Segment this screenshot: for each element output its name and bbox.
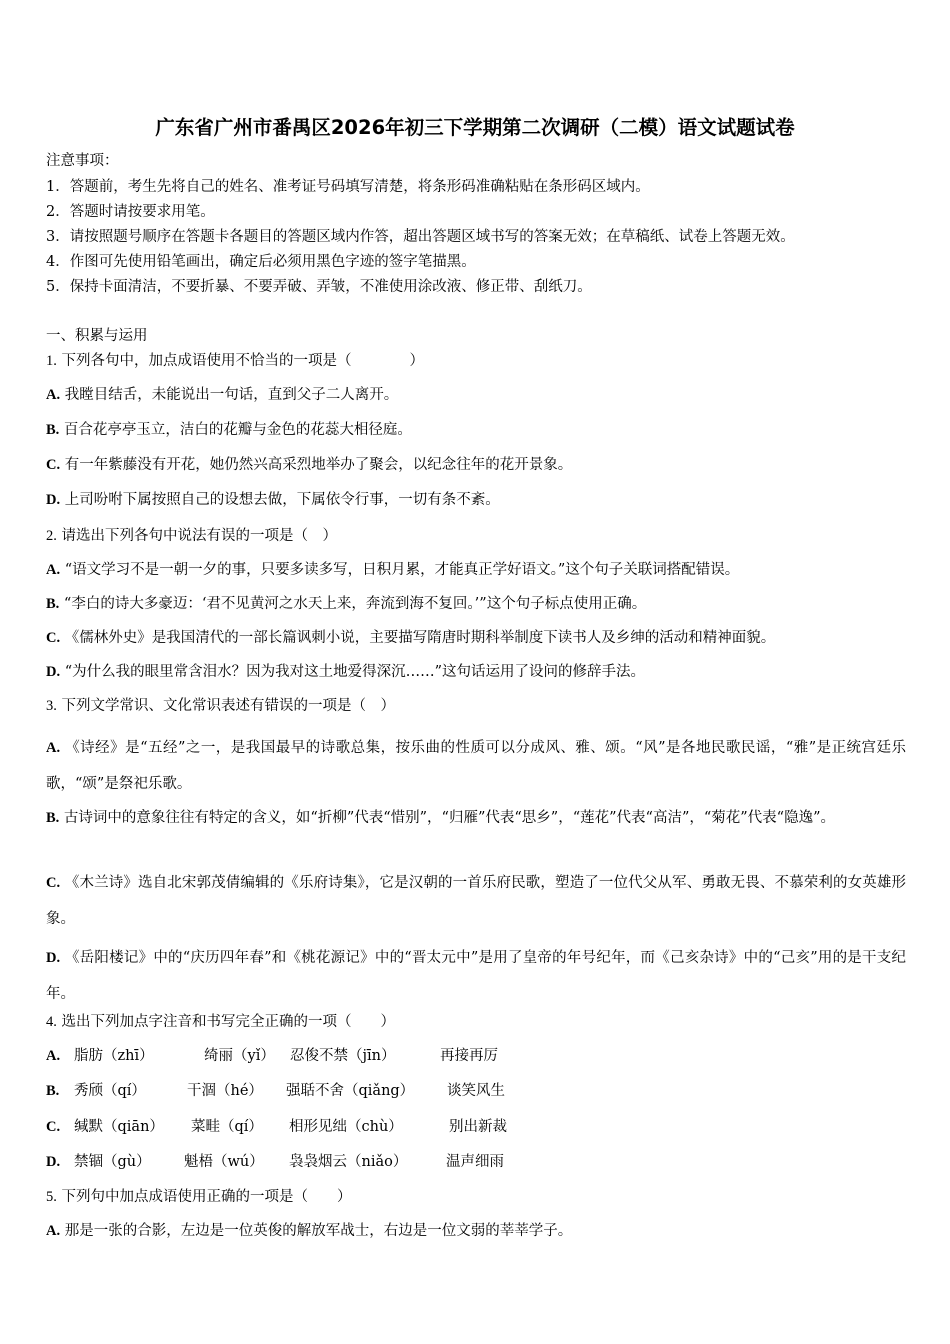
question-2-option-b xyxy=(46,594,646,614)
option-cell: 菜畦（qí） xyxy=(191,1119,263,1135)
option-cell: 强聒不舍（qiǎng） xyxy=(286,1083,415,1099)
question-3-option-d xyxy=(46,940,906,1012)
option-cell: 温声细雨 xyxy=(446,1154,504,1170)
question-4-option-d xyxy=(46,1152,504,1172)
option-label: B. xyxy=(46,422,60,438)
question-4-option-a xyxy=(46,1046,498,1066)
question-5-stem xyxy=(46,1187,351,1207)
option-text: 《儒林外史》是我国清代的一部长篇讽刺小说，主要描写隋唐时期科举制度下读书人及乡绅的活动和精神面貌。 xyxy=(64,630,776,646)
option-label: A. xyxy=(46,1223,61,1239)
page-title: 广东省广州市番禺区2026年初三下学期第二次调研（二模）语文试题试卷 xyxy=(155,116,795,139)
question-1-option-b xyxy=(46,420,412,440)
option-text: 《木兰诗》选自北宋郭茂倩编辑的《乐府诗集》，它是汉朝的一首乐府民歌，塑造了一位代父从军、勇敢无畏、不慕荣利的女英雄形象。 xyxy=(46,875,907,927)
option-text: 我瞠目结舌，未能说出一句话，直到父子二人离开。 xyxy=(64,387,399,403)
option-label: D. xyxy=(46,664,61,680)
option-label: C. xyxy=(46,875,61,891)
option-label: B. xyxy=(46,1083,60,1099)
question-text: 下列句中加点成语使用正确的一项是（ ） xyxy=(61,1189,352,1205)
question-3-option-b xyxy=(46,800,906,836)
question-number: 5. xyxy=(46,1189,57,1205)
option-text: 那是一张的合影，左边是一位英俊的解放军战士，右边是一位文弱的莘莘学子。 xyxy=(64,1223,573,1239)
question-text: 选出下列加点字注音和书写完全正确的一项（ ） xyxy=(61,1014,395,1030)
option-label: A. xyxy=(46,562,61,578)
option-cell: 谈笑风生 xyxy=(447,1083,505,1099)
option-text: 《岳阳楼记》中的“庆历四年春”和《桃花源记》中的“晋太元中”是用了皇帝的年号纪年，而《己亥杂诗》中的“己亥”用的是干支纪年。 xyxy=(46,950,906,1002)
option-label: B. xyxy=(46,810,60,826)
question-1-stem xyxy=(46,351,424,371)
notice-item: 1．答题前，考生先将自己的姓名、准考证号码填写清楚，将条形码准确粘贴在条形码区域内。 xyxy=(46,179,650,195)
option-label: C. xyxy=(46,630,61,646)
option-label: D. xyxy=(46,950,61,966)
option-cell: 秀颀（qí） xyxy=(74,1083,146,1099)
question-2-stem xyxy=(46,526,337,546)
option-text: 百合花亭亭玉立，洁白的花瓣与金色的花蕊大相径庭。 xyxy=(63,422,412,438)
question-text: 下列文学常识、文化常识表述有错误的一项是（ ） xyxy=(61,698,395,714)
question-4-option-b xyxy=(46,1081,505,1101)
notice-item: 2．答题时请按要求用笔。 xyxy=(46,204,215,220)
question-text: 下列各句中，加点成语使用不恰当的一项是（ ） xyxy=(61,353,424,369)
question-number: 2. xyxy=(46,528,57,544)
option-cell: 袅袅烟云（niǎo） xyxy=(289,1154,408,1170)
notice-item: 5．保持卡面清洁，不要折暴、不要弄破、弄皱，不准使用涂改液、修正带、刮纸刀。 xyxy=(46,279,592,295)
option-text: “语文学习不是一朝一夕的事，只要多读多写，日积月累，才能真正学好语文。”这个句子关联词搭配错误。 xyxy=(64,562,740,578)
question-3-stem xyxy=(46,696,395,716)
option-text: “李白的诗大多豪迈：‘君不见黄河之水天上来，奔流到海不复回。’”这个句子标点使用正确。 xyxy=(63,596,647,612)
question-number: 3. xyxy=(46,698,57,714)
option-cell: 脂肪（zhī） xyxy=(74,1048,154,1064)
question-number: 4. xyxy=(46,1014,57,1030)
option-cell: 再接再厉 xyxy=(440,1048,498,1064)
question-2-option-c xyxy=(46,628,775,648)
option-label: A. xyxy=(46,1048,61,1064)
notice-item: 4．作图可先使用铅笔画出，确定后必须用黑色字迹的签字笔描黑。 xyxy=(46,254,476,270)
section-heading: 一、积累与运用 xyxy=(46,328,148,344)
option-label: A. xyxy=(46,387,61,403)
question-1-option-a xyxy=(46,385,398,405)
question-4-option-c xyxy=(46,1117,507,1137)
option-cell: 相形见绌（chù） xyxy=(289,1119,403,1135)
option-cell: 缄默（qiān） xyxy=(74,1119,164,1135)
notice-item: 3．请按照题号顺序在答题卡各题目的答题区域内作答，超出答题区域书写的答案无效；在草稿纸、试卷上答题无效。 xyxy=(46,229,795,245)
question-5-option-a xyxy=(46,1221,572,1241)
option-label: D. xyxy=(46,1154,61,1170)
question-text: 请选出下列各句中说法有误的一项是（ ） xyxy=(61,528,337,544)
option-cell: 禁锢（gù） xyxy=(74,1154,151,1170)
option-cell: 绮丽（yǐ） xyxy=(204,1048,275,1064)
option-text: 有一年紫藤没有开花，她仍然兴高采烈地举办了聚会，以纪念往年的花开景象。 xyxy=(64,457,573,473)
question-1-option-d xyxy=(46,490,500,510)
option-label: D. xyxy=(46,492,61,508)
option-cell: 别出新裁 xyxy=(449,1119,507,1135)
notice-heading: 注意事项： xyxy=(46,153,119,169)
option-text: “为什么我的眼里常含泪水？因为我对这土地爱得深沉……”这句话运用了设问的修辞手法。 xyxy=(64,664,646,680)
option-label: C. xyxy=(46,457,61,473)
question-3-option-c xyxy=(46,865,906,937)
question-1-option-c xyxy=(46,455,572,475)
option-text: 《诗经》是“五经”之一，是我国最早的诗歌总集，按乐曲的性质可以分成风、雅、颂。“风”是各地民歌民谣，“雅”是正统宫廷乐歌，“颂”是祭祀乐歌。 xyxy=(46,740,906,792)
option-label: B. xyxy=(46,596,60,612)
question-2-option-a xyxy=(46,560,739,580)
question-2-option-d xyxy=(46,662,645,682)
option-text: 古诗词中的意象往往有特定的含义，如“折柳”代表“惜别”，“归雁”代表“思乡”，“莲花”代表“高洁”，“菊花”代表“隐逸”。 xyxy=(63,810,836,826)
option-cell: 魁梧（wú） xyxy=(184,1154,264,1170)
question-3-option-a xyxy=(46,730,906,802)
option-label: A. xyxy=(46,740,61,756)
option-cell: 干涸（hé） xyxy=(187,1083,263,1099)
option-label: C. xyxy=(46,1119,61,1135)
question-number: 1. xyxy=(46,353,57,369)
option-text: 上司吩咐下属按照自己的设想去做，下属依令行事，一切有条不紊。 xyxy=(64,492,500,508)
option-cell: 忍俊不禁（jīn） xyxy=(290,1048,396,1064)
question-4-stem xyxy=(46,1012,395,1032)
